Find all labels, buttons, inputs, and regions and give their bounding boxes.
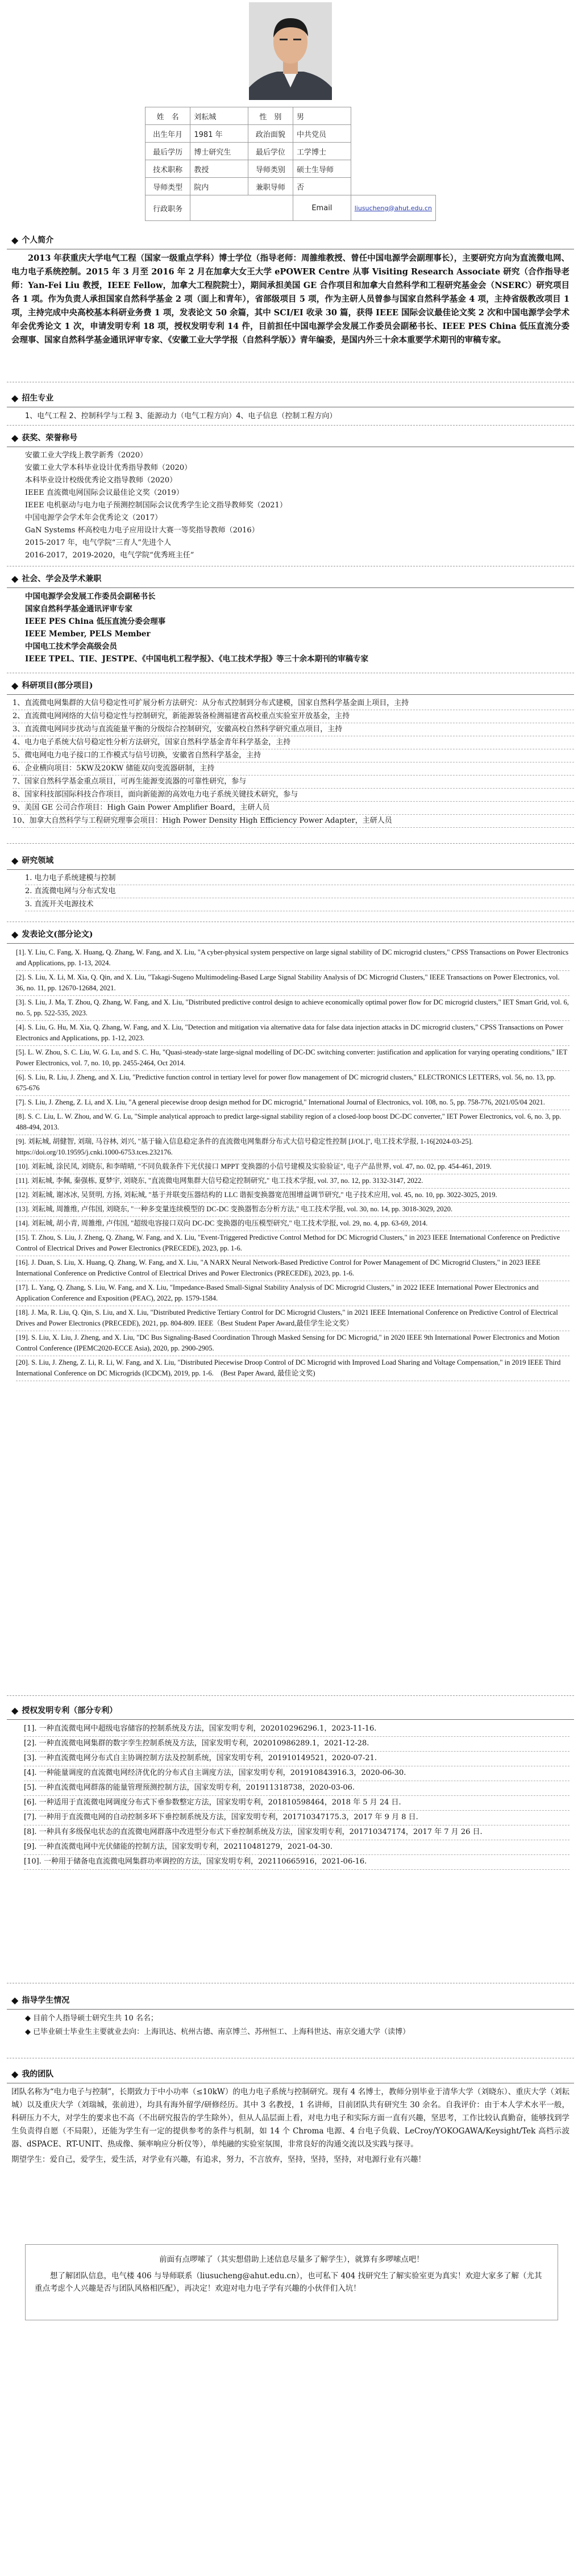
projects-title: 科研项目(部分项目) (22, 681, 93, 690)
award-item: 2015-2017 年，电气学院“三育人”先进个人 (25, 539, 171, 547)
info-label: 最后学位 (248, 143, 293, 160)
project-item: 6、企业横向项目：5KW及20KW 储能双向变流器研制，主持 (13, 762, 574, 776)
info-value: 博士研究生 (190, 143, 248, 160)
research-title: 研究领域 (22, 856, 54, 865)
bio-section (7, 234, 574, 382)
bullet-icon: ◆ (11, 392, 19, 403)
publication-item: [1]. Y. Liu, C. Fang, X. Huang, Q. Zhang, W. Fang, and X. Liu, "A cyber-physical system perspective on large signal stability of DC microgrid clusters," CPSS Transactions on Power Electronics and Applications, pp. 1-13, 2024. (16, 946, 569, 971)
social-title: 社会、学会及学术兼职 (22, 574, 102, 583)
research-item: 2. 直流微电网与分布式发电 (25, 885, 574, 898)
publication-item: [16]. J. Duan, S. Liu, X. Huang, Q. Zhang, W. Fang, and X. Liu, "A NARX Neural Network-Based Predictive Control for Power Management of DC Microgrid Clusters," in 2023 IEEE International Conference on Predictive Control of Electrical Drives and Power Electronics (PRECEDE), 2023, pp. 1-6. (16, 1256, 569, 1281)
publication-item: [8]. S. C. Liu, L. W. Zhou, and W. G. Lu, "Simple analytical approach to predict large-signal stability region of a closed-loop boost DC-DC converter," IET Power Electronics, vol. 6, no. 3, pp. 488-494, 2013. (16, 1110, 569, 1135)
bullet-icon: ◆ (11, 680, 19, 691)
students-list (7, 2012, 574, 2039)
info-row (146, 125, 436, 143)
recruit-box (25, 2244, 558, 2320)
info-value: 中共党员 (293, 125, 351, 143)
publication-item: [12]. 刘耘城, 谢冰冰, 吴贤明, 方扬, 刘耘城, "基于并联变压器结构的 LLC 谐振变换器宽范围增益调节研究," 电子技术应用, vol. 45, no. 10, pp. 3022-3025, 2019. (16, 1189, 569, 1203)
patents-heading (11, 1704, 574, 1716)
awards-list (7, 449, 574, 562)
bullet-icon: ◆ (11, 2068, 19, 2079)
major-section (7, 392, 574, 426)
office-row (146, 195, 436, 221)
team-heading (11, 2068, 574, 2079)
info-label: 导师类型 (146, 178, 190, 195)
projects-list (7, 697, 574, 828)
major-heading (11, 392, 574, 403)
social-heading (11, 573, 574, 584)
research-item: 1. 电力电子系统建模与控制 (25, 872, 574, 885)
student-item: ◆ 已毕业硕士毕业生主要就业去向：上海讯达、杭州古德、南京博兰、苏州恒工、上海科世达、南京交通大学（读博） (25, 2028, 410, 2036)
project-item: 4、电力电子系统大信号稳定性分析方法研究，国家自然科学基金青年科学基金，主持 (13, 736, 574, 749)
patent-item: [8]. 一种具有多级保电状态的直流微电网群落中改进型分布式下垂控制系统及方法，国家发明专利，201710347174，2017 年 7 月 26 日. (24, 1825, 569, 1840)
publications-list (7, 946, 574, 1381)
projects-section (7, 680, 574, 844)
patent-item: [7]. 一种用于直流微电网的自动控制多环下垂控制系统及方法，国家发明专利，201710347175.3，2017 年 9 月 8 日. (24, 1811, 569, 1825)
email-label: Email (293, 195, 351, 221)
email-value (351, 195, 435, 221)
divider (7, 2009, 574, 2010)
publication-item: [11]. 刘耘城, 李佩, 秦强栋, 夏梦宇, 刘晓东, "直流微电网集群大信号稳定控制研究," 电工技术学报, vol. 37, no. 12, pp. 3132-3147, 2022. (16, 1174, 569, 1189)
research-section (7, 855, 574, 922)
patent-item: [5]. 一种直流微电网群落的能量管理预测控制方法，国家发明专利，201911318738，2020-03-06. (24, 1781, 569, 1796)
info-value: 刘耘城 (190, 107, 248, 125)
bullet-icon: ◆ (11, 234, 19, 245)
social-item: IEEE Member, PELS Member (25, 630, 151, 639)
major-text: 1、电气工程 2、控制科学与工程 3、能源动力（电气工程方向）4、电子信息（控制工程方向） (25, 412, 337, 420)
bullet-icon: ◆ (11, 928, 19, 940)
publication-item: [20]. S. Liu, J. Zheng, Z. Li, R. Li, W. Fang, and X. Liu, "Distributed Piecewise Droop Control of DC Microgrid with Improved Load Sharing and Voltage Compensation," in 2019 IEEE Third International Conference on DC Microgrids (ICDCM), 2019, pp. 1-6. (Best Paper Award, 最佳论文奖) (16, 1356, 569, 1381)
email-link[interactable]: liusucheng@ahut.edu.cn (354, 204, 432, 212)
patent-item: [9]. 一种直流微电网中光伏储能的控制方法，国家发明专利，202110481279，2021-04-30. (24, 1840, 569, 1855)
award-item: 2016-2017，2019-2020，电气学院“优秀班主任” (25, 551, 194, 560)
research-item: 3. 直流开关电源技术 (25, 898, 574, 911)
publication-item: [7]. S. Liu, J. Zheng, Z. Li, and X. Liu, "A general piecewise droop design method for DC microgrid," International Journal of Electronics, vol. 108, no. 5, pp. 758-776, 2021/05/04 2021. (16, 1096, 569, 1110)
profile-info-table (145, 107, 436, 221)
awards-heading (11, 432, 574, 443)
social-item: 国家自然科学基金通讯评审专家 (25, 605, 132, 614)
project-item: 2、直流微电网网络的大信号稳定性与控制研究，新能源装备检测福建省高校重点实验室开放基金，主持 (13, 710, 574, 723)
info-row (146, 143, 436, 160)
project-item: 3、直流微电网同步扰动与直流能量平衡的分级综合控制研究，安徽高校自然科学研究重点项目，主持 (13, 723, 574, 736)
bullet-icon: ◆ (11, 432, 19, 443)
bullet-icon: ◆ (11, 573, 19, 584)
students-section (7, 1994, 574, 2058)
publication-item: [6]. S. Liu, R. Liu, J. Zheng, and X. Liu, "Predictive function control in tertiary level for power flow management of DC microgrid clusters," ELECTRONICS LETTERS, vol. 56, no. 13, pp. 675-676 (16, 1071, 569, 1096)
info-value: 男 (293, 107, 351, 125)
pubs-title: 发表论文(部分论文) (22, 930, 93, 939)
recruit-body: 想了解团队信息，电气楼 406 与导师联系（liusucheng@ahut.edu.cn），也可私下 404 找研究生了解实验室更为真实！欢迎大家多了解（尤其重点考虑个人兴趣是否与团队风格相匹配），再决定！欢迎对电力电子学有兴趣的小伙伴们入坑！ (35, 2271, 542, 2293)
social-item: IEEE TPEL、TIE、JESTPE、《中国电机工程学报》、《电工技术学报》等三十余本期刊的审稿专家 (25, 655, 369, 664)
publication-item: [4]. S. Liu, G. Hu, M. Xia, Q. Zhang, W. Fang, and X. Liu, "Detection and mitigation via alternative data for false data injection attacks in DC microgrid clusters," CPSS Transactions on Power Electronics and Applications, pp. 1-12, 2023. (16, 1021, 569, 1046)
awards-section (7, 432, 574, 566)
info-value: 院内 (190, 178, 248, 195)
info-label: 出生年月 (146, 125, 190, 143)
info-label: 兼职导师 (248, 178, 293, 195)
publication-item: [3]. S. Liu, J. Ma, T. Zhou, Q. Zhang, W. Fang, and X. Liu, "Distributed predictive control design to achieve economically optimal power flow for DC microgrid clusters," IET Smart Grid, vol. 6, no. 5, pp. 522-535, 2023. (16, 996, 569, 1021)
divider (7, 943, 574, 944)
team-expectation: 期望学生：爱自己，爱学生，爱生活，对学业有兴趣，有追求，努力，不言放弃，坚持，坚持，坚持，对电源行业有兴趣！ (11, 2155, 426, 2164)
project-item: 1、直流微电网集群的大信号稳定性可扩展分析方法研究：从分布式控制到分布式建模，国家自然科学基金面上项目，主持 (13, 697, 574, 710)
patents-list (7, 1722, 574, 1870)
project-item: 9、美国 GE 公司合作项目：High Gain Power Amplifier Board，主研人员 (13, 802, 574, 815)
info-value: 教授 (190, 160, 248, 178)
patent-item: [4]. 一种能量调度的直流微电网经济优化的分布式自主调度方法，国家发明专利，201910843916.3，2020-06-30. (24, 1766, 569, 1781)
publications-section (7, 928, 574, 1696)
info-label: 最后学历 (146, 143, 190, 160)
info-label: 技术职称 (146, 160, 190, 178)
info-row (146, 178, 436, 195)
divider (7, 587, 574, 588)
project-item: 7、国家自然科学基金重点项目，可再生能源变流器的可靠性研究，参与 (13, 776, 574, 789)
patents-section (7, 1704, 574, 1983)
pubs-heading (11, 928, 574, 940)
recruit-note: 前面有点啰嗦了（其实想借助上述信息尽量多了解学生），就算有多啰嗦点吧！ (159, 2255, 424, 2264)
portrait-image (249, 2, 332, 100)
students-title: 指导学生情况 (22, 1996, 70, 2005)
award-item: 安徽工业大学线上教学新秀（2020） (25, 451, 148, 460)
award-item: 中国电源学会学术年会优秀论文（2017） (25, 514, 163, 522)
office-value (190, 195, 293, 221)
award-item: IEEE 直流微电网国际会议最佳论文奖（2019） (25, 489, 184, 497)
patent-item: [3]. 一种直流微电网分布式自主协调控制方法及控制系统，国家发明专利，201910149521，2020-07-21. (24, 1752, 569, 1766)
bio-title: 个人简介 (22, 236, 54, 245)
publication-item: [15]. T. Zhou, S. Liu, J. Zheng, Q. Zhang, W. Fang, and X. Liu, "Event-Triggered Predictive Control Method for DC Microgrid Clusters," in 2023 IEEE International Conference on Predictive Control of Electrical Drives and Power Electronics (PRECEDE), 2023, pp. 1-6. (16, 1231, 569, 1256)
publication-item: [5]. L. W. Zhou, S. C. Liu, W. G. Lu, and S. C. Hu, "Quasi-steady-state large-signal modelling of DC-DC switching converter: justification and application for varying operating conditions," IET Power Electronics, vol. 7, no. 10, pp. 2455-2464, Oct 2014. (16, 1046, 569, 1071)
project-item: 8、国家科技部国际科技合作项目，面向新能源的高效电力电子系统关键技术研究，参与 (13, 789, 574, 802)
bullet-icon: ◆ (11, 1704, 19, 1716)
award-item: 本科毕业设计校级优秀论文指导教师（2020） (25, 476, 177, 485)
divider (7, 694, 574, 695)
major-title: 招生专业 (22, 394, 54, 403)
patent-item: [10]. 一种用于储备电直流微电网集群功率调控的方法，国家发明专利，202110665916，2021-06-16. (24, 1855, 569, 1870)
award-item: GaN Systems 杯高校电力电子应用设计大赛一等奖指导教师（2016） (25, 526, 259, 535)
publication-item: [17]. L. Yang, Q. Zhang, S. Liu, W. Fang, and X. Liu, "Impedance-Based Small-Signal Stability Analysis of DC Microgrid Clusters," in 2022 IEEE International Power Electronics and Application Conference and Exposition (PEAC), 2022, pp. 1579-1584. (16, 1281, 569, 1306)
award-item: 安徽工业大学本科毕业设计优秀指导教师（2020） (25, 464, 192, 472)
award-item: IEEE 电机驱动与电力电子预测控制国际会议优秀学生论文指导教师奖（2021） (25, 501, 287, 510)
patent-item: [6]. 一种适用于直流微电网调度分布式下垂参数整定方法，国家发明专利，201810598464，2018 年 5 月 24 日. (24, 1796, 569, 1811)
info-value: 工学博士 (293, 143, 351, 160)
divider (7, 869, 574, 870)
patent-item: [2]. 一种直流微电网集群的数字孪生控制系统及方法，国家发明专利，202010986289.1，2021-12-28. (24, 1737, 569, 1752)
info-label: 政治面貌 (248, 125, 293, 143)
info-label: 姓 名 (146, 107, 190, 125)
divider (7, 1719, 574, 1720)
office-label: 行政职务 (146, 195, 190, 221)
info-value: 1981 年 (190, 125, 248, 143)
awards-title: 获奖、荣誉称号 (22, 433, 78, 443)
projects-heading (11, 680, 574, 691)
project-item: 5、微电网电力电子接口的工作模式与信号切换，安徽省自然科学基金，主持 (13, 749, 574, 762)
publication-item: [14]. 刘耘城, 胡小青, 周雒维, 卢伟国, "超级电容接口双向 DC-DC 变换器的电压模型研究," 电工技术学报, vol. 29, no. 4, pp. 63-69, 2014. (16, 1217, 569, 1231)
publication-item: [9]. 刘耘城, 胡健智, 刘瑞, 马谷林, 刘兴, "基于输入信息稳定条件的直流微电网集群分布式大信号稳定性控制 [J/OL]", 电工技术学报, 1-16[2024-03-25]. https://doi.org/10.19595/j.cnki.1000-6753.tces.232176. (16, 1135, 569, 1160)
social-section (7, 573, 574, 673)
info-value: 硕士生导师 (293, 160, 351, 178)
project-item: 10、加拿大自然科学与工程研究理事会项目：High Power Density High Efficiency Power Adapter，主研人员 (13, 815, 574, 828)
info-row (146, 107, 436, 125)
social-item: 中国电源学会发展工作委员会副秘书长 (25, 592, 156, 601)
bio-text: 2013 年获重庆大学电气工程（国家一级重点学科）博士学位（指导老师：周雒维教授、曾任中国电源学会副理事长），主要研究方向为直流微电网、电力电子系统控制。2015 年 3 月至 2016 年 2 月在加拿大女王大学 ePOWER Centre 从事 Visiting Research Associate 研究（合作指导老师：Yan-Fei Liu 教授，IEEE Fellow，加拿大工程院院士），期间承担美国 GE 合作项目和加拿大自然科学和工程研究基金会（NSERC）研究项目各 1 项。作为负责人承担国家自然科学基金 2 项（面上和青年），省部级项目 5 项，作为主研人员曾参与国家自然科学基金 4 项，主持省级教改项目 1 项，主持完成中央高校基本科研业务费 1 项，发表论文 50 余篇，其中 SCI/EI 收录 30 篇，获得 IEEE 国际会议最佳论文奖 2 次和中国电源学会学术年会优秀论文 1 次，申请发明专利 18 项，授权发明专利 14 件，目前担任中国电源学会发展工作委员会副秘书长、IEEE PES China 低压直流分委会理事、国家自然科学基金通讯评审专家、《安徽工业大学学报（自然科学版）》青年编委，是国内外三十余本重要学术期刊的审稿专家。 (11, 253, 569, 345)
team-text: 团队名称为“电力电子与控制”，长期致力于中小功率（≤10kW）的电力电子系统与控制研究。现有 4 名博士，教师分别毕业于清华大学（刘晓东）、重庆大学（刘耘城）以及重庆大学（刘瑞城，张前进），均具有海外留学/研修经历。其中 3 名教授，1 名讲师，目前团队共有研究生 30 余名。自我评价：由于本人学术水平一般，科研压力不大，对学生的要求也不高（不出研究报告的学生除外），但从人品层面上看，对电力电子和实际方面一直有兴趣，坚思考，工作比较认真勤奋，能够找到学生负责得自愿（不局限），还能为学生有一定的提供参考的条件与机制，如 14 个 Chroma 电源、4 台电子负载、LeCroy/YOKOGAWA/Keysight/Tek 高档示波器、dSPACE、RT-UNIT、热成像、频率响应分析仪等），单纯融的实验室氛围，非常良好的沟通交流以及实践与探寻。 (11, 2087, 569, 2149)
research-list (7, 872, 574, 911)
patent-item: [1]. 一种直流微电网中超级电容储容的控制系统及方法，国家发明专利，202010296296.1，2023-11-16. (24, 1722, 569, 1737)
publication-item: [19]. S. Liu, X. Liu, J. Zheng, and X. Liu, "DC Bus Signaling-Based Coordination Through Masked Sensing for DC Microgrid," in 2020 IEEE 9th International Power Electronics and Motion Control Conference (IPEMC2020-ECCE Asia), 2020, pp. 2900-2905. (16, 1331, 569, 1356)
bio-heading (11, 234, 574, 245)
social-item: IEEE PES China 低压直流分委会理事 (25, 617, 166, 626)
patents-title: 授权发明专利（部分专利） (22, 1706, 118, 1715)
publication-item: [18]. J. Ma, R. Liu, Q. Qin, S. Liu, and X. Liu, "Distributed Predictive Tertiary Control for DC Microgrid Clusters," in 2021 IEEE International Conference on Predictive Control of Electrical Drives and Power Electronics (PRECEDE), 2021, pp. 804-809. IEEE（Best Student Paper Award,最佳学生论文奖） (16, 1306, 569, 1331)
info-row (146, 160, 436, 178)
team-title: 我的团队 (22, 2070, 54, 2079)
social-list (7, 590, 574, 665)
info-value: 否 (293, 178, 351, 195)
students-heading (11, 1994, 574, 2006)
bullet-icon: ◆ (11, 1994, 19, 2006)
info-label: 导师类别 (248, 160, 293, 178)
profile-photo (249, 2, 332, 100)
social-item: 中国电工技术学会高级会员 (25, 642, 117, 651)
bullet-icon: ◆ (11, 855, 19, 866)
team-section (7, 2068, 574, 2227)
publication-item: [10]. 刘耘城, 涂民凤, 刘晓东, 和李晴晴, "不同负载条件下光伏接口 MPPT 变换器的小信号建模及实验验证", 电子产品世界, vol. 47, no. 02, pp. 454-461, 2019. (16, 1160, 569, 1174)
research-heading (11, 855, 574, 866)
student-item: ◆ 目前个人指导硕士研究生共 10 名名； (25, 2014, 158, 2023)
publication-item: [2]. S. Liu, X. Li, M. Xia, Q. Qin, and X. Liu, "Takagi-Sugeno Multimodeling-Based Large Signal Stability Analysis of DC Microgrid Clusters," IEEE Transactions on Power Electronics, vol. 36, no. 11, pp. 12670-12684, 2021. (16, 971, 569, 996)
info-label: 性 别 (248, 107, 293, 125)
publication-item: [13]. 刘耘城, 周雒维, 卢伟国, 刘晓东, "一种多变量连续模型的 DC-DC 变换器暂态分析方法," 电工技术学报, vol. 30, no. 14, pp. 3018-3029, 2020. (16, 1203, 569, 1217)
